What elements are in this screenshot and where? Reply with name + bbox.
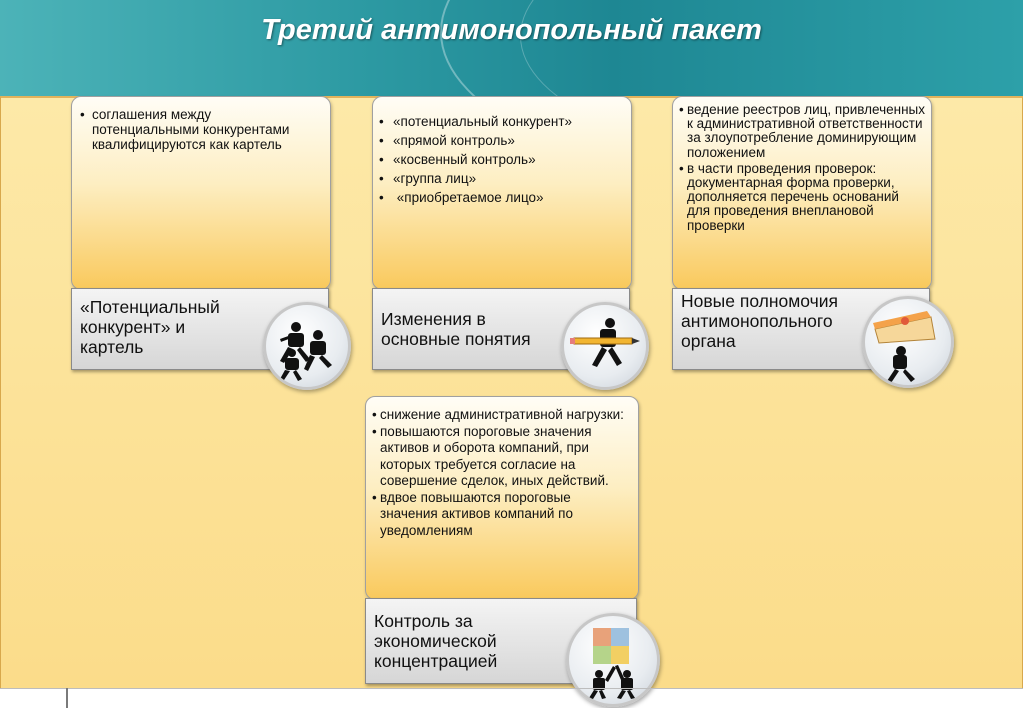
list-item: • «прямой контроль» (379, 133, 515, 148)
label-concentration: Контроль за экономической концентрацией (365, 598, 637, 684)
card-cartel (71, 96, 331, 290)
list-item: • «приобретаемое лицо» (379, 190, 544, 205)
label-concepts: Изменения в основные понятия (372, 288, 630, 370)
list-item: • «потенциальный конкурент» (379, 114, 573, 129)
list-item: • соглашения между потенциальными конкурентами квалифицируются как картель (80, 107, 290, 152)
list-item: • повышаются пороговые значения активов и оборота компаний, при которых требуется согласие на совершение сделок, иных действий. (372, 423, 609, 488)
card-powers (672, 96, 932, 290)
list-item: • «группа лиц» (379, 171, 477, 186)
list-item: • в части проведения проверок: документарная форма проверки, дополняется перечень оснований для проведения внеплановой проверки (679, 160, 899, 233)
runner-with-cake-icon (862, 296, 954, 388)
page-title: Третий антимонопольный пакет (261, 14, 762, 46)
list-item: • «косвенный контроль» (379, 152, 536, 167)
list-item: • снижение административной нагрузки: (372, 407, 624, 422)
bottom-divider (0, 688, 1023, 689)
label-cartel: «Потенциальный конкурент» и картель (71, 288, 329, 370)
list-item: • ведение реестров лиц, привлеченных к административной ответственности за злоупотребление доминирующим положением (679, 102, 925, 160)
bottom-tick-mark (66, 688, 68, 708)
running-businessmen-icon (263, 302, 351, 390)
list-item: • вдвое повышаются пороговые значения активов компаний по уведомлениям (372, 489, 573, 538)
header-banner (0, 0, 1023, 96)
label-powers: Новые полномочия антимонопольного органа (672, 288, 930, 370)
runner-with-pencil-icon (561, 302, 649, 390)
puzzle-builders-icon (566, 613, 660, 707)
card-concentration (365, 396, 639, 600)
card-concepts (372, 96, 632, 290)
